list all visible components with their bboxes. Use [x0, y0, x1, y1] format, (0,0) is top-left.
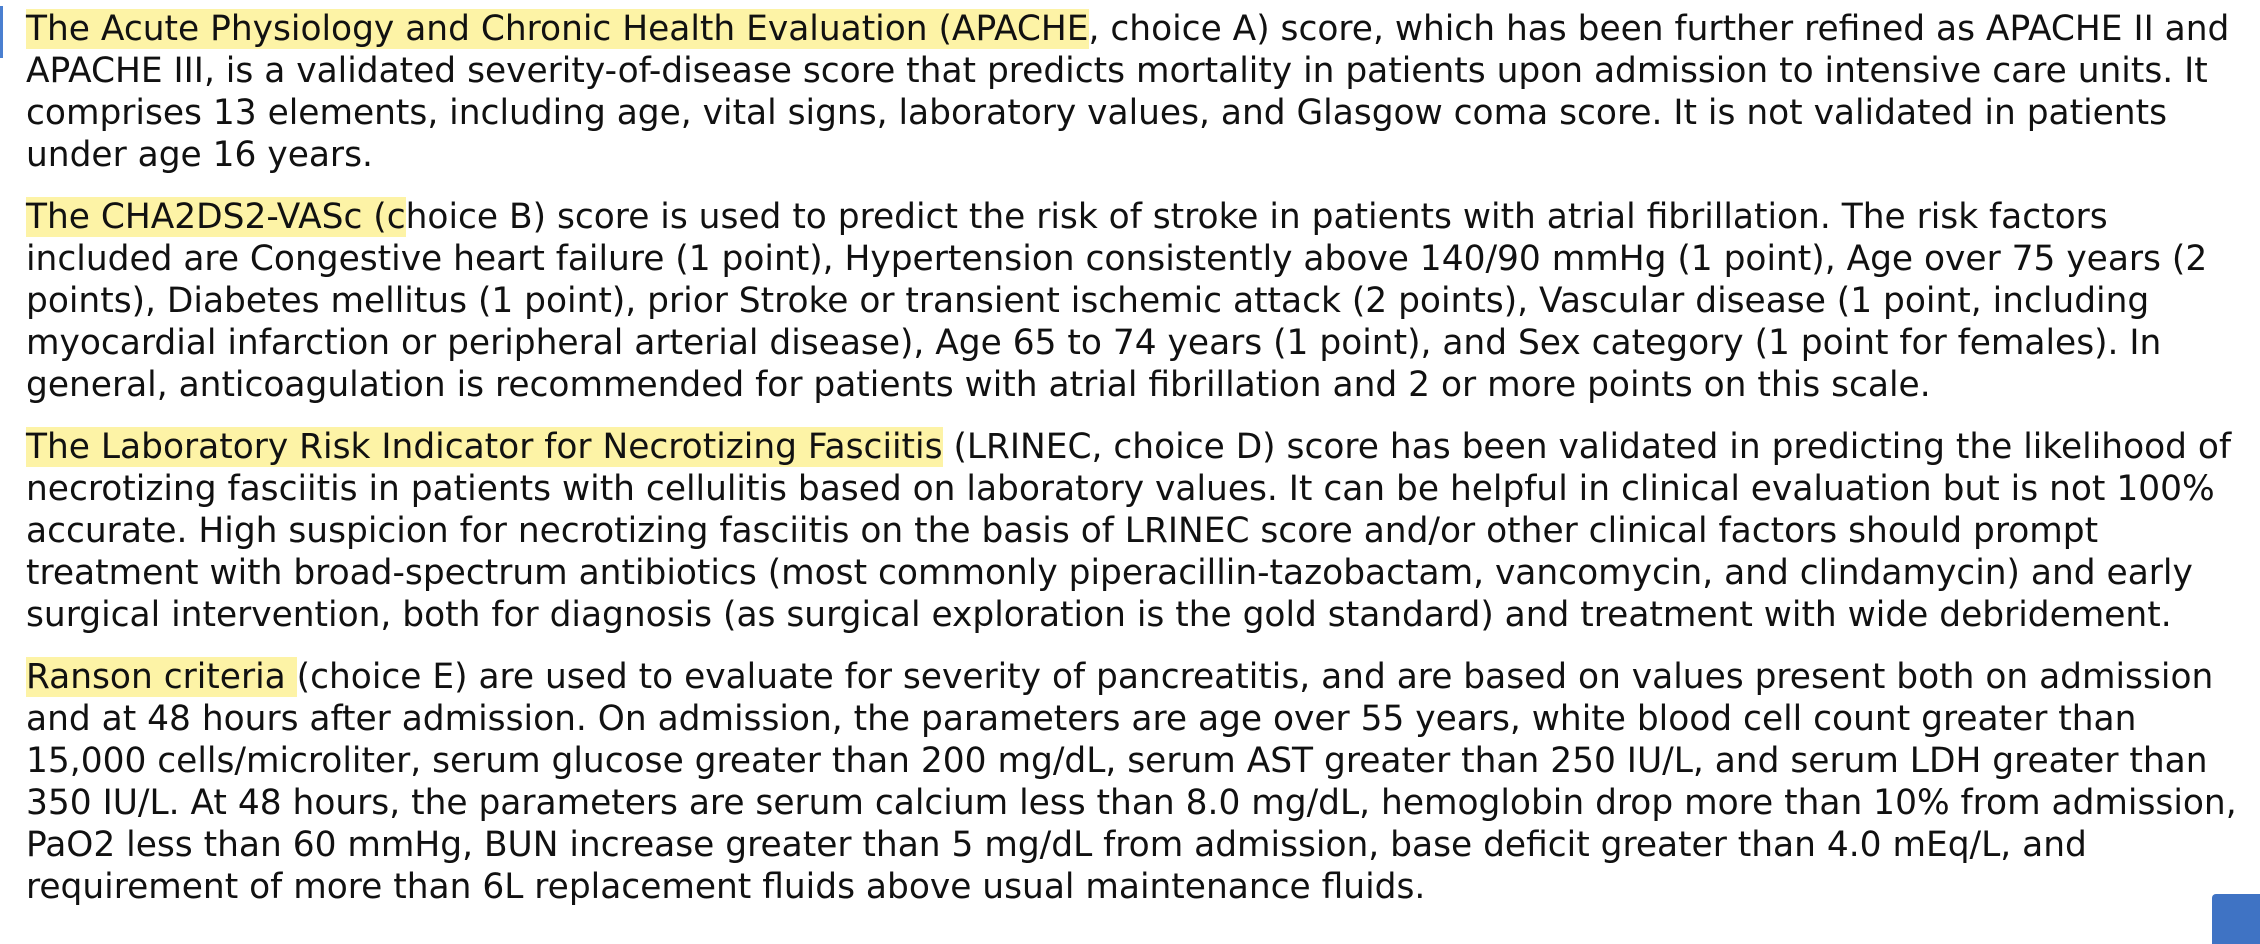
explanation-text: [26, 8, 2256, 928]
paragraph-apache: [26, 8, 2256, 176]
highlighted-phrase-cha2ds2-vasc: The CHA2DS2-VASc (c: [26, 197, 406, 237]
paragraph-cha2ds2-vasc: [26, 196, 2256, 406]
highlighted-phrase-lrinec: The Laboratory Risk Indicator for Necrotizing Fasciitis: [26, 427, 943, 467]
highlighted-phrase-apache: The Acute Physiology and Chronic Health Evaluation (APACHE: [26, 9, 1089, 49]
left-edge-marker: [0, 6, 3, 58]
paragraph-lrinec-text: (LRINEC, choice D) score has been validated in predicting the likelihood of necrotizing fasciitis in patients with cellulitis based on laboratory values. It can be helpful in clinical evaluation but is not 100% accurate. High suspicion for necrotizing fasciitis on the basis of LRINEC score and/or other clinical factors should prompt treatment with broad-spectrum antibiotics (most commonly piperacillin-tazobactam, vancomycin, and clindamycin) and early surgical intervention, both for diagnosis (as surgical exploration is the gold standard) and treatment with wide debridement.: [26, 427, 2232, 635]
paragraph-lrinec: [26, 426, 2256, 636]
paragraph-ranson-text: (choice E) are used to evaluate for severity of pancreatitis, and are based on values present both on admission and at 48 hours after admission. On admission, the parameters are age over 55 years, white blood cell count greater than 15,000 cells/microliter, serum glucose greater than 200 mg/dL, serum AST greater than 250 IU/L, and serum LDH greater than 350 IU/L. At 48 hours, the parameters are serum calcium less than 8.0 mg/dL, hemoglobin drop more than 10% from admission, PaO2 less than 60 mmHg, BUN increase greater than 5 mg/dL from admission, base deficit greater than 4.0 mEq/L, and requirement of more than 6L replacement fluids above usual maintenance fluids.: [26, 657, 2237, 907]
paragraph-ranson: [26, 656, 2256, 908]
paragraph-cha2ds2-vasc-text: hoice B) score is used to predict the risk of stroke in patients with atrial fibrillation. The risk factors included are Congestive heart failure (1 point), Hypertension consistently above 140/90 mmHg (1 point), Age over 75 years (2 points), Diabetes mellitus (1 point), prior Stroke or transient ischemic attack (2 points), Vascular disease (1 point, including myocardial infarction or peripheral arterial disease), Age 65 to 74 years (1 point), and Sex category (1 point for females). In general, anticoagulation is recommended for patients with atrial fibrillation and 2 or more points on this scale.: [26, 197, 2208, 405]
paragraph-apache-text: , choice A) score, which has been further refined as APACHE II and APACHE III, is a validated severity-of-disease score that predicts mortality in patients upon admission to intensive care units. It comprises 13 elements, including age, vital signs, laboratory values, and Glasgow coma score. It is not validated in patients under age 16 years.: [26, 9, 2230, 175]
corner-action-button[interactable]: [2212, 894, 2260, 944]
highlighted-phrase-ranson: Ranson criteria: [26, 657, 297, 697]
